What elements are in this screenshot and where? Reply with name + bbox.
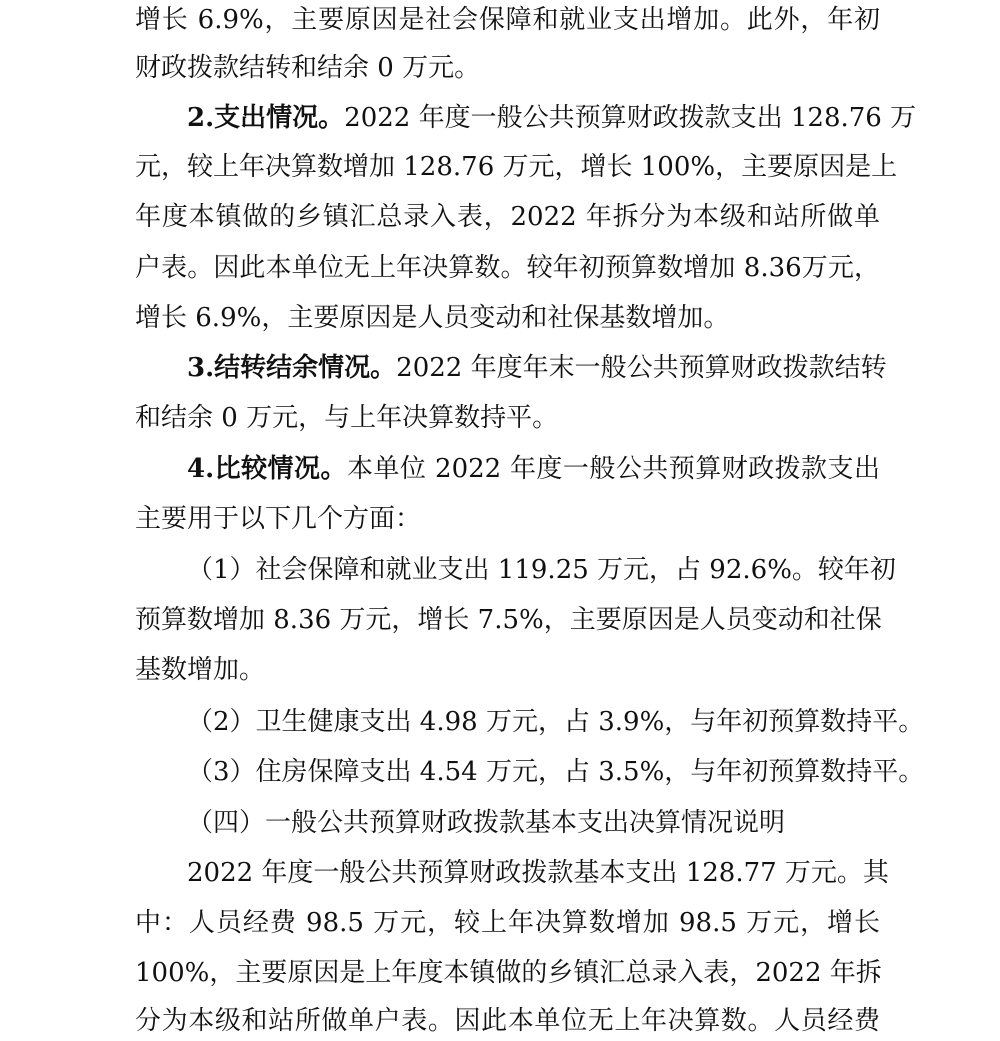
- paragraph-text: 本单位 2022 年度一般公共预算财政拨款支出: [346, 454, 880, 484]
- paragraph-line: 年度本镇做的乡镇汇总录入表，2022 年拆分为本级和站所做单: [135, 202, 880, 232]
- paragraph-line: 增长 6.9%，主要原因是人员变动和社保基数增加。: [135, 303, 730, 333]
- paragraph-line: 预算数增加 8.36 万元，增长 7.5%，主要原因是人员变动和社保: [135, 605, 882, 635]
- paragraph-line: [187, 348, 887, 388]
- section-title: （四）一般公共预算财政拨款基本支出决算情况说明: [187, 808, 786, 838]
- paragraph-text: 2022 年度一般公共预算财政拨款支出 128.76 万: [344, 103, 917, 133]
- section-heading: 4.比较情况。: [187, 454, 347, 484]
- paragraph-line: 主要用于以下几个方面：: [135, 504, 422, 534]
- paragraph-line: （2）卫生健康支出 4.98 万元，占 3.9%，与年初预算数持平。: [187, 707, 925, 737]
- paragraph-line: 100%，主要原因是上年度本镇做的乡镇汇总录入表，2022 年拆: [135, 958, 882, 988]
- paragraph-line: 2022 年度一般公共预算财政拨款基本支出 128.77 万元。其: [187, 858, 889, 888]
- paragraph-line: 元，较上年决算数增加 128.76 万元，增长 100%，主要原因是上: [135, 152, 898, 182]
- paragraph-line: 财政拨款结转和结余 0 万元。: [135, 53, 481, 83]
- paragraph-line: 中：人员经费 98.5 万元，较上年决算数增加 98.5 万元，增长: [135, 908, 880, 938]
- section-heading: 3.结转结余情况。: [187, 353, 397, 383]
- paragraph-line: （3）住房保障支出 4.54 万元，占 3.5%，与年初预算数持平。: [187, 757, 925, 787]
- paragraph-line: 增长 6.9%，主要原因是社会保障和就业支出增加。此外，年初: [135, 5, 880, 35]
- section-heading: 2.支出情况。: [187, 103, 345, 133]
- paragraph-line: [187, 98, 917, 138]
- paragraph-line: 和结余 0 万元，与上年决算数持平。: [135, 403, 559, 433]
- paragraph-line: （1）社会保障和就业支出 119.25 万元，占 92.6%。较年初: [187, 555, 896, 585]
- paragraph-text: 2022 年度年末一般公共预算财政拨款结转: [396, 353, 887, 383]
- paragraph-line: [187, 449, 880, 489]
- paragraph-line: 户表。因此本单位无上年决算数。较年初预算数增加 8.36万元，: [135, 253, 880, 283]
- paragraph-line: 基数增加。: [135, 655, 266, 685]
- paragraph-line: 分为本级和站所做单户表。因此本单位无上年决算数。人员经费: [135, 1006, 880, 1036]
